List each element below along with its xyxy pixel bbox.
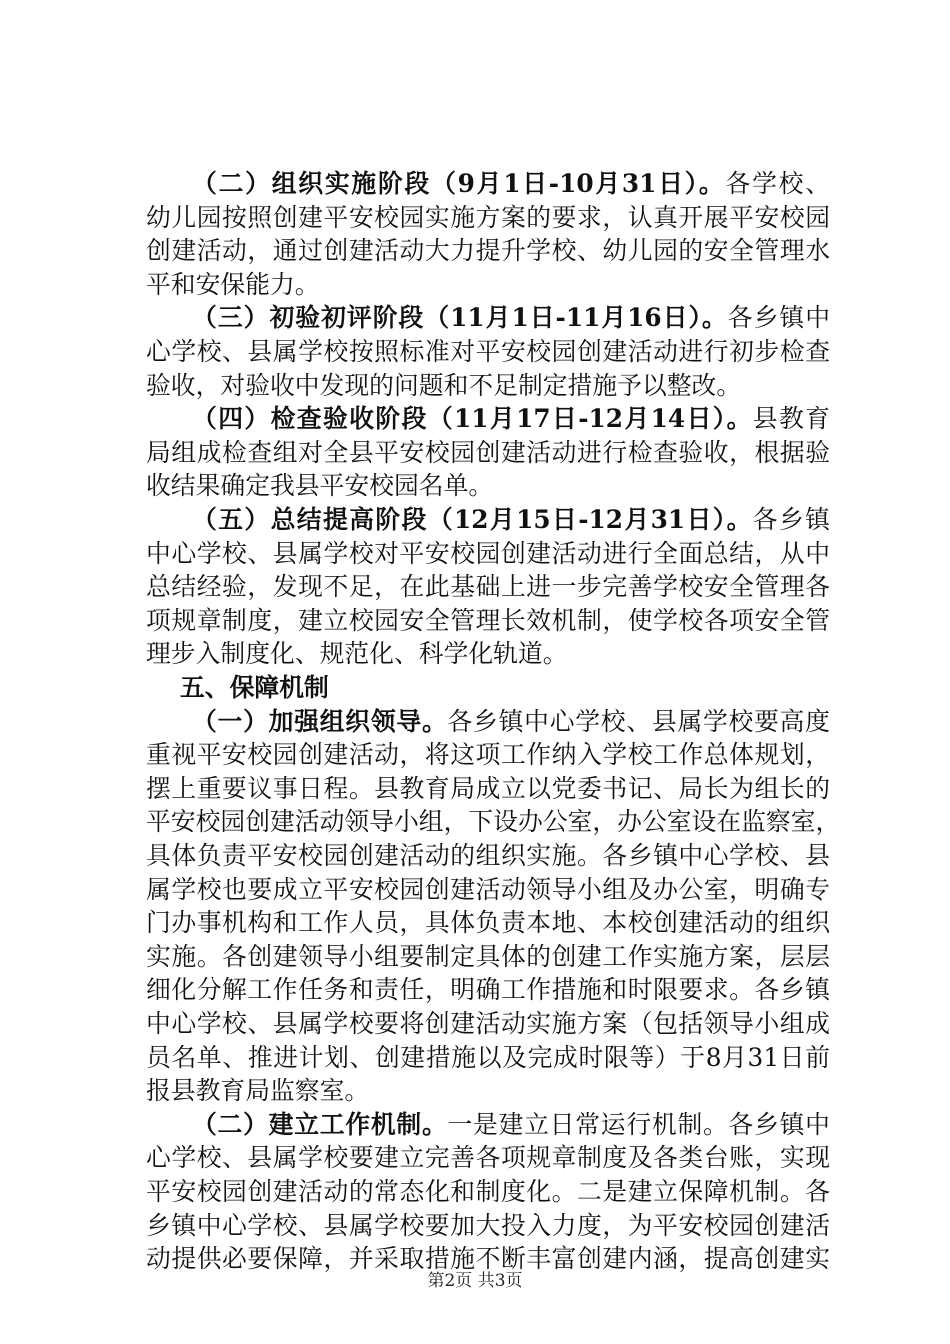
- paragraph-line: 收结果确定我县平安校园名单。: [146, 471, 494, 501]
- paragraph-line: 幼儿园按照创建平安校园实施方案的要求，认真开展平安校园: [146, 202, 830, 232]
- paragraph-lead: （五）总结提高阶段（12月15日-12月31日）。: [192, 505, 753, 534]
- paragraph-lead: （四）检查验收阶段（11月17日-12月14日）。: [192, 404, 753, 434]
- paragraph-line: 员名单、推进计划、创建措施以及完成时限等）于8月31日前: [146, 1042, 830, 1072]
- paragraph-line: [192, 302, 830, 334]
- paragraph-line: 心学校、县属学校按照标准对平安校园创建活动进行初步检查: [146, 337, 830, 366]
- paragraph-line: 平安校园创建活动领导小组，下设办公室，办公室设在监察室，: [146, 807, 841, 837]
- paragraph-line: 平和安保能力。: [146, 269, 320, 299]
- paragraph-text: 各学校、: [725, 169, 830, 198]
- paragraph-line: [192, 1109, 830, 1141]
- paragraph-line: 创建活动，通过创建活动大力提升学校、幼儿园的安全管理水: [146, 236, 830, 266]
- paragraph-line: 理步入制度化、规范化、科学化轨道。: [146, 639, 568, 669]
- paragraph-line: 局组成检查组对全县平安校园创建活动进行检查验收，根据验: [146, 437, 830, 467]
- paragraph-text: 县教育: [752, 404, 830, 434]
- paragraph-line: 项规章制度，建立校园安全管理长效机制，使学校各项安全管: [146, 605, 830, 635]
- paragraph-line: [192, 168, 830, 200]
- paragraph-lead: （三）初验初评阶段（11月1日-11月16日）。: [192, 303, 728, 333]
- section-heading: 五、保障机制: [180, 673, 329, 702]
- paragraph-line: 实施。各创建领导小组要制定具体的创建工作实施方案，层层: [146, 941, 830, 971]
- paragraph-lead: （一）加强组织领导。: [192, 706, 448, 736]
- paragraph-line: 平安校园创建活动的常态化和制度化。二是建立保障机制。各: [146, 1177, 830, 1206]
- paragraph-line: 乡镇中心学校、县属学校要加大投入力度，为平安校园创建活: [146, 1210, 830, 1240]
- paragraph-text: 各乡镇: [752, 505, 830, 534]
- paragraph-line: 具体负责平安校园创建活动的组织实施。各乡镇中心学校、县: [146, 841, 830, 870]
- paragraph-line: 报县教育局监察室。: [146, 1076, 370, 1106]
- paragraph-line: [192, 706, 830, 738]
- paragraph-line: 细化分解工作任务和责任，明确工作措施和时限要求。各乡镇: [146, 975, 830, 1005]
- paragraph-line: 属学校也要成立平安校园创建活动领导小组及办公室，明确专: [146, 874, 830, 904]
- paragraph-line: 动提供必要保障，并采取措施不断丰富创建内涵，提高创建实: [146, 1244, 830, 1274]
- paragraph-text: 各乡镇中: [727, 303, 830, 333]
- paragraph-lead: （二）组织实施阶段（9月1日-10月31日）。: [192, 169, 726, 198]
- paragraph-text: 一是建立日常运行机制。各乡镇中: [447, 1109, 830, 1139]
- paragraph-line: 中心学校、县属学校要将创建活动实施方案（包括领导小组成: [146, 1009, 830, 1038]
- paragraph-lead: （二）建立工作机制。: [192, 1109, 448, 1139]
- page-footer: 第2页 共3页: [427, 1271, 523, 1291]
- paragraph-text: 各乡镇中心学校、县属学校要高度: [447, 706, 830, 736]
- paragraph-line: 验收，对验收中发现的问题和不足制定措施予以整改。: [146, 370, 742, 400]
- paragraph-line: [192, 403, 830, 435]
- paragraph-line: [192, 504, 830, 536]
- paragraph-line: 心学校、县属学校要建立完善各项规章制度及各类台账，实现: [146, 1143, 830, 1173]
- paragraph-line: 重视平安校园创建活动，将这项工作纳入学校工作总体规划，: [146, 740, 830, 770]
- paragraph-line: 门办事机构和工作人员，具体负责本地、本校创建活动的组织: [146, 908, 830, 938]
- paragraph-line: 总结经验，发现不足，在此基础上进一步完善学校安全管理各: [146, 572, 830, 602]
- paragraph-line: 摆上重要议事日程。县教育局成立以党委书记、局长为组长的: [146, 773, 830, 803]
- paragraph-line: 中心学校、县属学校对平安校园创建活动进行全面总结，从中: [146, 538, 830, 568]
